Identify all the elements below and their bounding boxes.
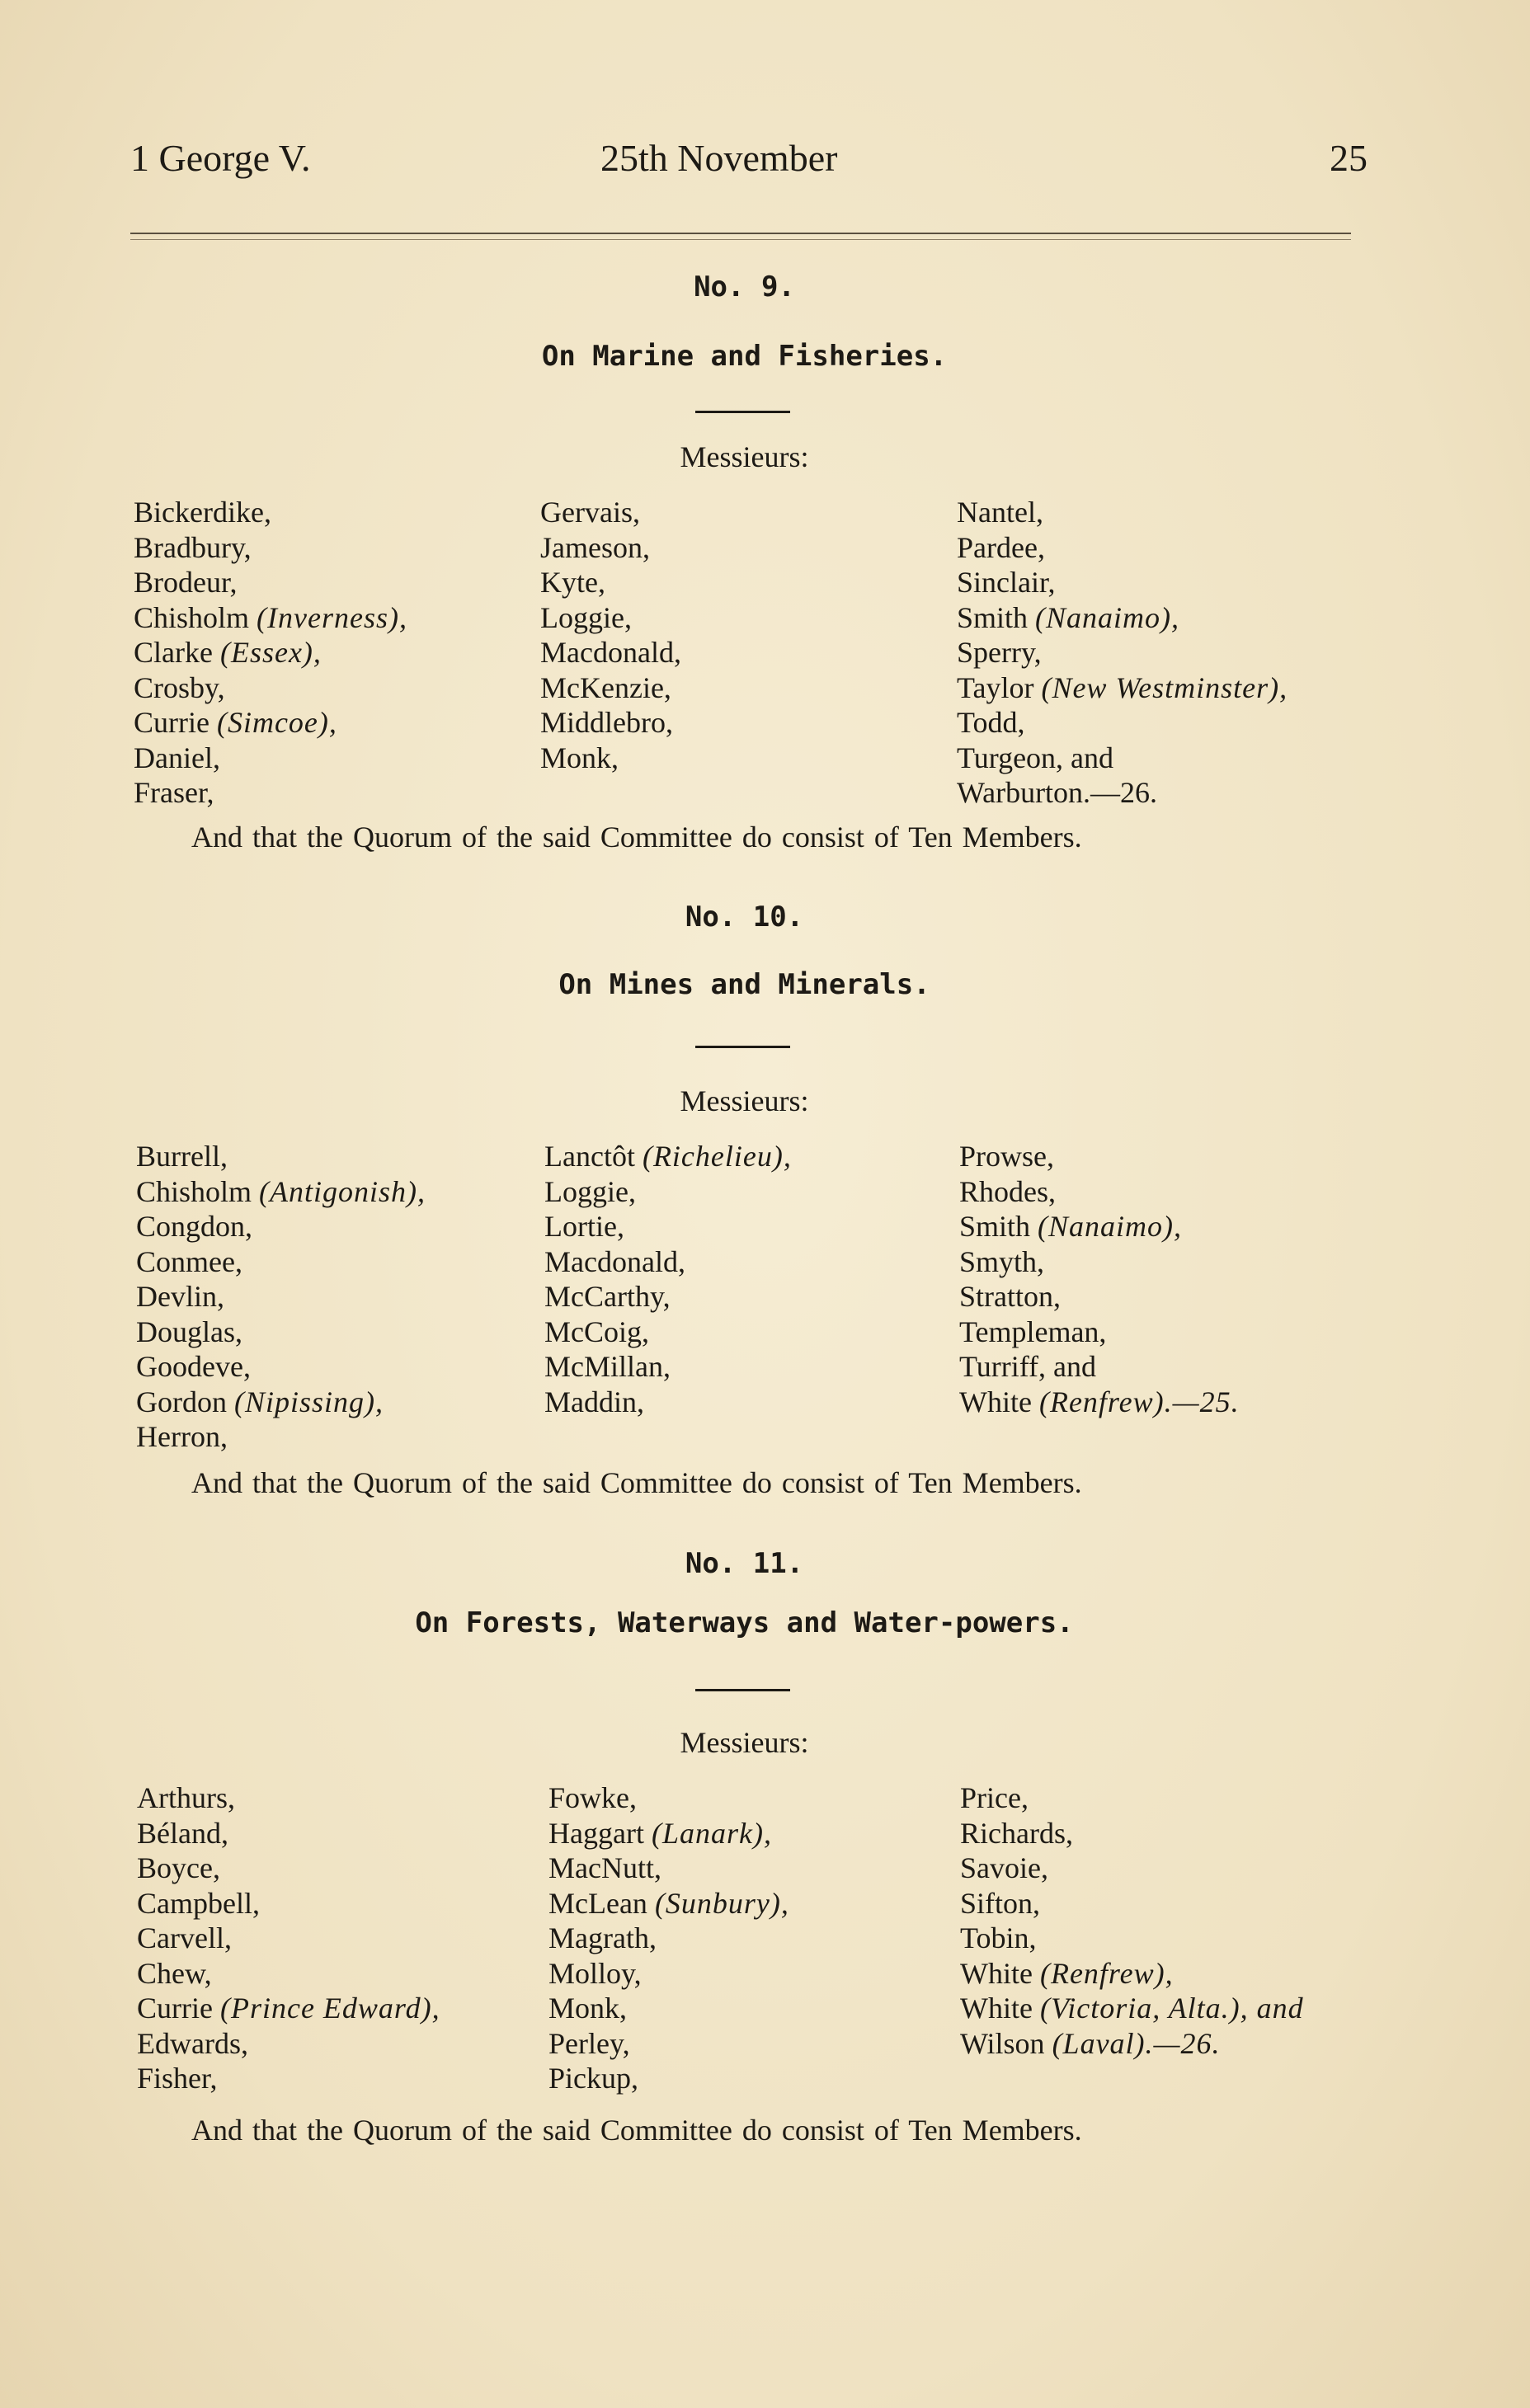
member-name [957,741,1288,776]
member-surname: Taylor [957,670,1034,704]
member-name [959,1279,1240,1315]
member-name [137,1886,440,1921]
section-number: No. 10. [685,901,804,934]
member-name [960,1816,1304,1851]
member-surname: Carvell, [137,1921,232,1954]
member-name [134,775,407,811]
section-number: No. 9. [694,270,795,303]
member-constituency: (New Westminster), [1041,670,1288,704]
member-surname: Templeman, [959,1315,1107,1348]
member-surname: Campbell, [137,1886,260,1920]
member-surname: Warburton.—26. [957,776,1158,809]
member-name [137,1816,440,1851]
member-name [137,2061,440,2096]
member-surname: Wilson [960,2026,1045,2060]
section-divider [695,1689,790,1691]
member-constituency: (Nipissing), [234,1385,384,1418]
member-surname: McCoig, [544,1315,650,1348]
member-surname: Sperry, [957,636,1042,669]
member-surname: Magrath, [548,1921,657,1954]
member-surname: Todd, [957,706,1025,739]
member-surname: Kyte, [540,566,605,599]
member-surname: Smyth, [959,1244,1045,1278]
member-surname: Savoie, [960,1851,1048,1884]
member-surname: McLean [548,1886,647,1920]
member-column-3 [960,1780,1304,2061]
member-constituency: (Laval).—26. [1052,2026,1221,2060]
member-surname: Béland, [137,1816,228,1850]
member-name [959,1244,1240,1280]
member-constituency: (Nanaimo), [1035,600,1180,634]
member-name [134,495,407,530]
section-title: On Forests, Waterways and Water-powers. [415,1606,1074,1639]
member-name [540,565,681,600]
member-surname: Stratton, [959,1280,1061,1313]
member-constituency: (Nanaimo), [1038,1210,1183,1243]
member-surname: Price, [960,1781,1029,1814]
member-surname: Sifton, [960,1886,1041,1920]
member-surname: Gordon [136,1385,227,1418]
member-surname: Tobin, [960,1921,1037,1954]
member-surname: Bickerdike, [134,496,271,529]
member-surname: Molloy, [548,1956,642,1990]
member-name [544,1174,792,1210]
member-name [136,1244,426,1280]
member-constituency: (Lanark), [651,1816,772,1850]
member-name [959,1139,1240,1174]
member-surname: Loggie, [540,600,632,634]
member-surname: Monk, [548,1992,628,2025]
member-name [959,1209,1240,1244]
member-column-3 [959,1139,1240,1419]
messieurs-label: Messieurs: [680,440,809,473]
member-name [960,2026,1304,2062]
member-constituency: (Antigonish), [259,1174,426,1208]
messieurs-label: Messieurs: [680,1084,809,1117]
member-surname: Chisholm [134,600,250,634]
member-name [957,600,1288,636]
member-surname: Middlebro, [540,706,673,739]
member-name [544,1279,792,1315]
member-name [548,2061,789,2096]
member-name [957,565,1288,600]
section-number: No. 11. [685,1547,804,1580]
member-constituency: (Richelieu), [642,1140,792,1173]
member-surname: Richards, [960,1816,1073,1850]
member-name [959,1174,1240,1210]
member-column-1 [136,1139,426,1455]
member-constituency: (Inverness), [257,600,407,634]
member-constituency: (Renfrew), [1039,1956,1174,1990]
member-name [960,1991,1304,2026]
member-name [960,1921,1304,1956]
member-surname: Turgeon, and [957,741,1114,774]
member-name [137,1851,440,1886]
member-name [959,1349,1240,1385]
member-column-2 [540,495,681,775]
member-name [134,635,407,670]
member-name [134,705,407,741]
member-surname: Boyce, [137,1851,220,1884]
member-name [548,1886,789,1921]
member-name [136,1349,426,1385]
member-surname: Goodeve, [136,1350,251,1383]
member-name [544,1315,792,1350]
member-surname: Clarke [134,636,213,669]
member-name [544,1244,792,1280]
member-name [136,1139,426,1174]
member-name [960,1886,1304,1921]
member-surname: Lanctôt [544,1140,635,1173]
member-name [137,1956,440,1992]
member-surname: Smith [959,1210,1031,1243]
member-name [540,635,681,670]
member-constituency: (Renfrew).—25. [1038,1385,1240,1418]
member-constituency: (Sunbury), [654,1886,789,1920]
member-name [544,1385,792,1420]
member-name [544,1209,792,1244]
member-surname: Congdon, [136,1210,253,1243]
member-surname: Devlin, [136,1280,224,1313]
member-name [957,705,1288,741]
member-name [548,2026,789,2062]
member-name [544,1139,792,1174]
member-name [957,635,1288,670]
member-surname: Lortie, [544,1210,624,1243]
member-name [548,1851,789,1886]
member-name [960,1956,1304,1992]
member-name [136,1279,426,1315]
member-surname: Herron, [136,1420,228,1453]
member-surname: White [960,1992,1033,2025]
member-name [548,1991,789,2026]
member-surname: Brodeur, [134,566,238,599]
quorum-text: And that the Quorum of the said Committee do consist of Ten Members. [191,2114,1082,2147]
header-rule [130,233,1351,234]
member-name [957,530,1288,566]
member-name [136,1315,426,1350]
member-surname: Fraser, [134,776,214,809]
member-surname: White [960,1956,1033,1990]
member-surname: Pardee, [957,530,1045,564]
member-surname: Fisher, [137,2062,218,2095]
member-name [136,1209,426,1244]
member-surname: Currie [134,706,209,739]
member-name [960,1851,1304,1886]
member-surname: Rhodes, [959,1174,1056,1208]
member-surname: MacNutt, [548,1851,661,1884]
member-name [957,495,1288,530]
member-name [540,670,681,706]
member-name [548,1956,789,1992]
member-surname: Conmee, [136,1244,242,1278]
member-surname: White [959,1385,1032,1418]
member-surname: Edwards, [137,2026,248,2060]
page-header [130,136,1368,186]
member-name [540,530,681,566]
member-constituency: (Essex), [219,636,322,669]
member-constituency: (Prince Edward), [219,1992,440,2025]
member-surname: Burrell, [136,1140,228,1173]
member-surname: Arthurs, [137,1781,235,1814]
member-constituency: (Simcoe), [216,706,337,739]
member-name [136,1419,426,1455]
member-surname: Bradbury, [134,530,252,564]
member-name [134,530,407,566]
member-surname: McCarthy, [544,1280,671,1313]
header-session: 1 George V. [130,137,311,179]
quorum-text: And that the Quorum of the said Committee do consist of Ten Members. [191,1466,1082,1499]
member-name [540,600,681,636]
member-name [137,1921,440,1956]
member-surname: Smith [957,600,1029,634]
member-surname: Monk, [540,741,619,774]
member-name [136,1174,426,1210]
member-surname: Sinclair, [957,566,1056,599]
member-surname: Nantel, [957,496,1043,529]
member-name [959,1385,1240,1420]
quorum-text: And that the Quorum of the said Committee do consist of Ten Members. [191,821,1082,854]
member-surname: Jameson, [540,530,650,564]
member-surname: Chew, [137,1956,212,1990]
member-name [540,495,681,530]
member-surname: Gervais, [540,496,640,529]
member-surname: Perley, [548,2026,630,2060]
member-surname: Chisholm [136,1174,252,1208]
member-constituency: (Victoria, Alta.), and [1039,1992,1304,2025]
member-surname: Daniel, [134,741,220,774]
section-divider [695,1046,790,1048]
member-surname: Loggie, [544,1174,636,1208]
member-name [544,1349,792,1385]
section-title: On Marine and Fisheries. [541,340,948,373]
member-name [957,670,1288,706]
member-name [137,1991,440,2026]
member-name [959,1315,1240,1350]
member-name [540,705,681,741]
member-surname: McKenzie, [540,670,671,704]
header-rule-secondary [130,239,1351,240]
member-surname: Crosby, [134,670,225,704]
member-surname: Maddin, [544,1385,644,1418]
member-surname: McMillan, [544,1350,671,1383]
member-column-3 [957,495,1288,811]
member-surname: Douglas, [136,1315,242,1348]
member-surname: Turriff, and [959,1350,1097,1383]
member-name [137,2026,440,2062]
member-surname: Pickup, [548,2062,639,2095]
member-surname: Macdonald, [544,1244,685,1278]
member-name [960,1780,1304,1816]
member-name [137,1780,440,1816]
member-surname: Fowke, [548,1781,637,1814]
section-divider [695,411,790,413]
messieurs-label: Messieurs: [680,1726,809,1759]
member-surname: Prowse, [959,1140,1054,1173]
page-number: 25 [1330,137,1368,179]
member-name [540,741,681,776]
member-name [957,775,1288,811]
member-name [548,1816,789,1851]
member-surname: Macdonald, [540,636,681,669]
member-column-1 [134,495,407,811]
member-surname: Haggart [548,1816,644,1850]
member-column-2 [548,1780,789,2096]
member-column-1 [137,1780,440,2096]
member-name [136,1385,426,1420]
member-name [134,600,407,636]
member-name [134,670,407,706]
member-name [548,1780,789,1816]
member-name [548,1921,789,1956]
member-column-2 [544,1139,792,1419]
member-name [134,741,407,776]
member-name [134,565,407,600]
section-title: On Mines and Minerals. [558,968,930,1001]
header-date: 25th November [600,137,838,179]
member-surname: Currie [137,1992,213,2025]
